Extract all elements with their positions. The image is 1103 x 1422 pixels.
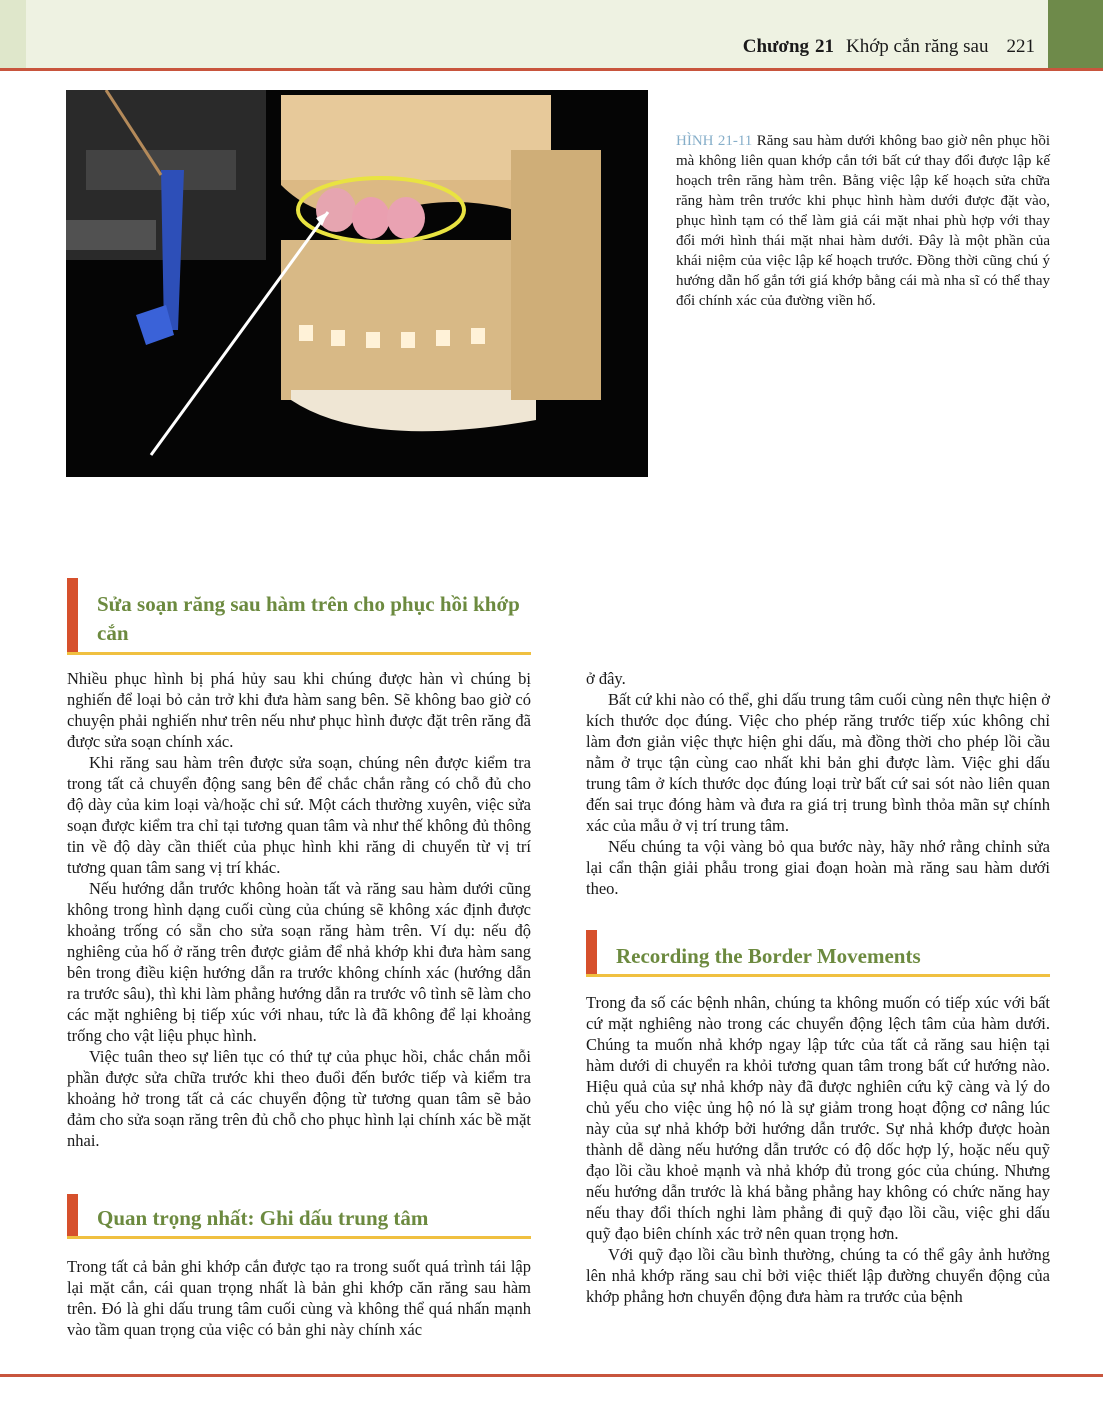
left-column-lower (67, 1256, 531, 1340)
header-left-strip (0, 0, 26, 68)
figure-label: HÌNH 21-11 (676, 133, 753, 149)
section-marker (67, 1194, 78, 1236)
section-marker (67, 578, 78, 652)
right-column-upper (586, 668, 1050, 899)
footer-rule (0, 1374, 1103, 1377)
page-number: 221 (1006, 36, 1035, 57)
section-title-3: Recording the Border Movements (616, 944, 921, 968)
paragraph: Trong tất cả bản ghi khớp cắn được tạo ra trong suốt quá trình tái lập lại mặt cắn, cái quan trọng nhất là bản ghi khớp căn răng sau hàm trên. Đó là ghi dấu trung tâm cuối cùng và không thể quá nhấn mạnh vào tầm quan trọng của việc có bản ghi này chính xác (67, 1257, 531, 1339)
paragraph: ở đây. (586, 669, 626, 688)
chapter-label: Chương (742, 36, 810, 57)
paragraph: Việc tuân theo sự liên tục có thứ tự của phục hồi, chắc chắn mỗi phần được sửa chữa trước khi theo đuổi đến bước tiếp và kiểm tra khoảng hở trong tất cả các chuyển động từ tương quan tâm sẽ bảo đảm cho sửa soạn răng trên đủ chỗ cho phục hình lại chính xác bề mặt nhai. (67, 1047, 531, 1150)
chapter-number: 21 (815, 36, 835, 57)
left-column-upper (67, 668, 531, 1151)
figure-caption-text: Răng sau hàm dưới không bao giờ nên phục hồi mà không liên quan khớp cắn tới bất cứ thay đổi được lập kế hoạch trên răng hàm trên. Bằng việc lập kế hoạch sửa chữa răng hàm trên trước khi phục hình hàm dưới được đặt vào, phục hình tạm có thể làm giả cái mặt nhai phù hợp với thay đổi mới hình thái mặt nhai hàm dưới. Đây là một phần của khái niệm của việc lập kế hoạch trước. Đồng thời cũng chú ý hướng dẫn hố gắn tới giá khớp bằng cái mà nha sĩ có thể thay đổi chính xác của đường viền hố. (676, 133, 1051, 309)
paragraph: Nếu chúng ta vội vàng bỏ qua bước này, hãy nhớ rằng chỉnh sửa lại cẩn thận giải phẫu trong giai đoạn hoàn mà răng sau hàm dưới theo. (586, 837, 1050, 898)
paragraph: Bất cứ khi nào có thể, ghi dấu trung tâm cuối cùng nên thực hiện ở kích thước dọc đúng. Việc cho phép răng trước tiếp xúc không chỉ làm đơn giản việc thực hiện ghi dấu, mà đồng thời cho phép lồi cầu nằm ở trục tận cùng cao nhất khi bản ghi được làm. Việc ghi dấu trung tâm ở kích thước dọc đúng loại trừ bất cứ sai sót nào liên quan đến sai trục đóng hàm và đưa ra giá trị trung bình thỏa mãn sự chính xác của mẫu ở vị trí trung tâm. (586, 690, 1050, 835)
section-title-2: Quan trọng nhất: Ghi dấu trung tâm (97, 1206, 429, 1230)
paragraph: Nếu hướng dẫn trước không hoàn tất và răng sau hàm dưới cũng không trong hình dạng cuối cùng của chúng sẽ không xác định được khoảng trống có sẵn cho sửa soạn răng hàm trên. Ví dụ: nếu độ nghiêng của hố ở răng trên được giảm để nhả khớp khi đưa hàm sang bên trong điều kiện hướng dẫn ra trước không chính xác (hướng dẫn ra trước sâu), thì khi làm phẳng hướng dẫn ra trước vô tình sẽ làm cho các mặt nghiêng bị tiếp xúc với nhau, tức là đã không để lại khoảng trống cho vật liệu phục hình. (67, 879, 531, 1045)
section-marker (586, 930, 597, 974)
section-heading-1 (67, 578, 531, 655)
right-column-lower (586, 992, 1050, 1307)
running-header (743, 36, 1035, 58)
figure-caption (676, 131, 1050, 311)
paragraph: Nhiều phục hình bị phá hủy sau khi chúng được hàn vì chúng bị nghiến để loại bỏ cản trở khi đưa hàm sang bên. Sẽ không bao giờ có chuyện phải nghiến như trên nếu như phục hình được đặt trên răng đã được sửa soạn chính xác. (67, 669, 531, 751)
header-rule (0, 68, 1103, 71)
dental-cast-photo (66, 90, 648, 477)
paragraph: Khi răng sau hàm trên được sửa soạn, chúng nên được kiểm tra trong tất cả chuyển động sang bên để chắc chắn rằng có chỗ đủ cho độ dày của kim loại và/hoặc chỉ sứ. Một cách thường xuyên, việc sửa soạn được kiểm tra chỉ tại tương quan tâm và như thế không đủ thông tin về độ dày cần thiết của phục hình khi răng di chuyển từ vị trí tương quan tâm sang vị trí khác. (67, 753, 531, 877)
section-title-1: Sửa soạn răng sau hàm trên cho phục hồi khớp cắn (97, 592, 520, 645)
paragraph: Trong đa số các bệnh nhân, chúng ta không muốn có tiếp xúc với bất cứ mặt nghiêng nào trong các chuyển động lệch tâm của hàm dưới. Chúng ta muốn nhả khớp ngay lập tức của tất cả răng sau hiện tại hàm dưới di chuyển ra khỏi tương quan tâm trong bất cứ hướng nào. Hiệu quả của sự nhả khớp này đã được nghiên cứu kỹ càng và lý do chủ yếu cho việc ủng hộ nó là sự giảm trong hoạt động cơ nâng lúc này của sự nhả khớp bởi hướng dẫn trước. Sự nhả khớp được hoàn thành dễ dàng nếu hướng dẫn trước có độ dốc hợp lý, hoặc nếu quỹ đạo lồi cầu khoẻ mạnh và nhả khớp đủ trong góc của chúng. Nhưng nếu hướng dẫn trước là khá bằng phẳng hay không có chức năng hay nếu thay đổi thích nghi làm phẳng đi quỹ đạo lồi cầu, việc ghi dấu quỹ đạo biên chính xác trở nên quan trọng hơn. (586, 993, 1050, 1243)
chapter-tab (1048, 0, 1103, 68)
paragraph: Với quỹ đạo lồi cầu bình thường, chúng ta có thể gây ảnh hưởng lên nhả khớp răng sau chỉ bởi việc thiết lập đường chuyển động của khớp phẳng hơn chuyển động đưa hàm ra trước của bệnh (586, 1245, 1050, 1306)
chapter-title: Khớp cắn răng sau (846, 36, 989, 57)
section-heading-2 (67, 1194, 531, 1239)
section-heading-3 (586, 930, 1050, 977)
